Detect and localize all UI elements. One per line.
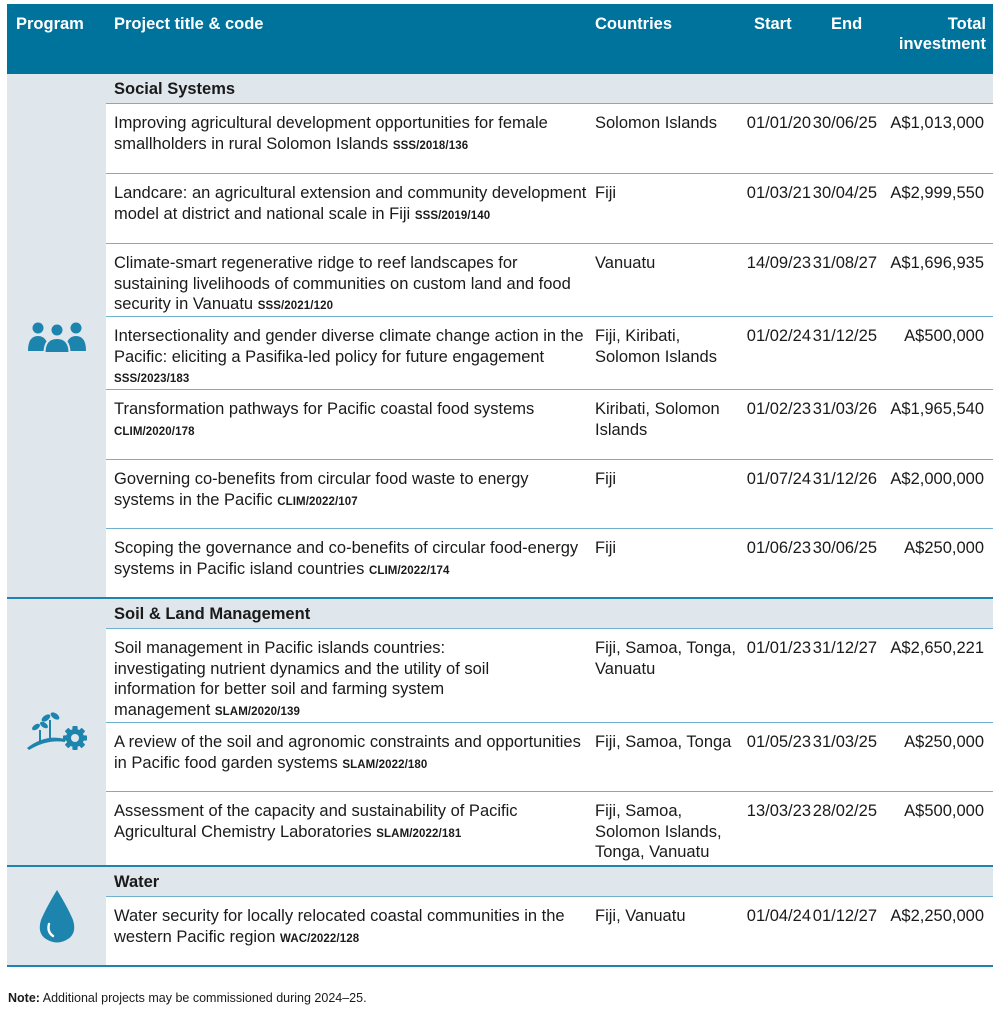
table-row [106, 244, 993, 317]
project-total: A$2,000,000 [890, 470, 984, 488]
note-label: Note: [8, 991, 40, 1005]
project-title: Governing co-benefits from circular food waste to energy systems in the Pacific CLIM/2022/107 [114, 470, 529, 509]
table-row [106, 460, 993, 529]
project-countries: Fiji, Kiribati, Solomon Islands [595, 327, 717, 366]
footnote [8, 991, 367, 1005]
project-start: 01/07/24 [746, 470, 811, 488]
section-title: Social Systems [106, 74, 993, 104]
project-start: 13/03/23 [746, 802, 811, 820]
project-start: 01/02/23 [746, 400, 811, 418]
project-total: A$1,696,935 [890, 254, 984, 272]
project-end: 30/04/25 [812, 184, 877, 202]
project-countries: Fiji [595, 539, 617, 557]
project-start: 01/03/21 [746, 184, 811, 202]
header-end: End [831, 15, 863, 33]
project-title: Intersectionality and gender diverse climate change action in the Pacific: eliciting a Pasifika-led policy for future engagement SSS/2023/183 [114, 327, 584, 385]
project-end: 01/12/27 [812, 907, 877, 925]
header-total: Total investment [898, 15, 986, 53]
project-end: 31/03/25 [812, 733, 877, 751]
projects-table [7, 4, 993, 967]
project-total: A$250,000 [904, 539, 984, 557]
project-code: CLIM/2022/107 [277, 495, 358, 508]
project-countries: Vanuatu [595, 254, 656, 272]
project-total: A$2,250,000 [890, 907, 984, 925]
project-countries: Fiji, Samoa, Solomon Islands, Tonga, Vanuatu [595, 802, 722, 861]
water-drop-icon [37, 888, 77, 944]
project-code: SLAM/2020/139 [214, 705, 300, 718]
project-start: 01/06/23 [746, 539, 811, 557]
project-total: A$2,650,221 [890, 639, 984, 657]
project-end: 31/08/27 [812, 254, 877, 272]
project-code: SLAM/2022/180 [342, 758, 428, 771]
project-countries: Kiribati, Solomon Islands [595, 400, 720, 439]
project-code: SLAM/2022/181 [376, 827, 462, 840]
project-code: SSS/2023/183 [114, 373, 190, 385]
project-total: A$250,000 [904, 733, 984, 751]
header-countries: Countries [595, 15, 673, 33]
project-countries: Fiji, Samoa, Tonga [595, 733, 732, 751]
table-row [106, 897, 993, 965]
project-countries: Fiji [595, 470, 617, 488]
section-title: Soil & Land Management [106, 599, 993, 629]
project-total: A$1,013,000 [890, 114, 984, 132]
project-title: Soil management in Pacific islands countries: investigating nutrient dynamics and the utility of soil information for better soil and farming system management SLAM/2020/139 [114, 639, 490, 719]
project-title: Water security for locally relocated coastal communities in the western Pacific region WAC/2022/128 [114, 907, 565, 946]
project-code: SSS/2019/140 [414, 209, 491, 222]
project-end: 30/06/25 [812, 539, 877, 557]
table-row [106, 317, 993, 390]
section-social-systems [7, 74, 993, 599]
project-title: Scoping the governance and co-benefits of circular food-energy systems in Pacific island countries CLIM/2022/174 [114, 539, 579, 578]
project-title: A review of the soil and agronomic constraints and opportunities in Pacific food garden systems SLAM/2022/180 [114, 733, 581, 772]
header-program: Program [16, 15, 84, 33]
project-start: 01/04/24 [746, 907, 811, 925]
table-row [106, 529, 993, 597]
project-title: Climate-smart regenerative ridge to reef landscapes for sustaining livelihoods of communities on custom land and food security in Vanuatu SSS/2021/120 [114, 254, 571, 313]
project-total: A$500,000 [904, 802, 984, 820]
note-text: Additional projects may be commissioned during 2024–25. [42, 991, 367, 1005]
project-total: A$2,999,550 [890, 184, 984, 202]
project-start: 01/02/24 [746, 327, 811, 345]
project-countries: Fiji, Vanuatu [595, 907, 686, 925]
project-end: 31/12/25 [812, 327, 877, 345]
project-title: Transformation pathways for Pacific coastal food systems CLIM/2020/178 [114, 400, 535, 438]
project-start: 01/01/20 [746, 114, 811, 132]
project-countries: Fiji [595, 184, 617, 202]
project-end: 31/03/26 [812, 400, 877, 418]
table-row [106, 174, 993, 244]
table-header [7, 4, 993, 74]
project-start: 01/01/23 [746, 639, 811, 657]
project-start: 01/05/23 [746, 733, 811, 751]
project-title: Improving agricultural development opportunities for female smallholders in rural Solomon Islands SSS/2018/136 [114, 114, 548, 153]
table-row [106, 792, 993, 865]
project-total: A$1,965,540 [890, 400, 984, 418]
project-code: SSS/2021/120 [257, 300, 334, 312]
plant-gear-icon [25, 712, 89, 752]
table-row [106, 629, 993, 723]
project-code: CLIM/2022/174 [368, 564, 450, 577]
section-water [7, 867, 993, 967]
project-code: CLIM/2020/178 [114, 425, 195, 438]
people-group-icon [27, 318, 87, 354]
project-end: 31/12/26 [812, 470, 877, 488]
header-start: Start [754, 15, 792, 33]
header-title: Project title & code [114, 15, 264, 33]
project-code: WAC/2022/128 [280, 932, 360, 945]
table-row [106, 104, 993, 174]
project-end: 30/06/25 [812, 114, 877, 132]
project-countries: Solomon Islands [595, 114, 717, 132]
project-countries: Fiji, Samoa, Tonga, Vanuatu [595, 639, 736, 678]
project-title: Assessment of the capacity and sustainability of Pacific Agricultural Chemistry Laboratories SLAM/2022/181 [114, 802, 518, 841]
project-start: 14/09/23 [746, 254, 811, 272]
section-soil-land-management [7, 599, 993, 867]
project-total: A$500,000 [904, 327, 984, 345]
table-row [106, 723, 993, 792]
table-row [106, 390, 993, 460]
project-title: Landcare: an agricultural extension and community development model at district and national scale in Fiji SSS/2019/140 [114, 184, 587, 223]
section-title: Water [106, 867, 993, 897]
project-end: 28/02/25 [812, 802, 877, 820]
project-code: SSS/2018/136 [392, 139, 469, 152]
project-end: 31/12/27 [812, 639, 877, 657]
